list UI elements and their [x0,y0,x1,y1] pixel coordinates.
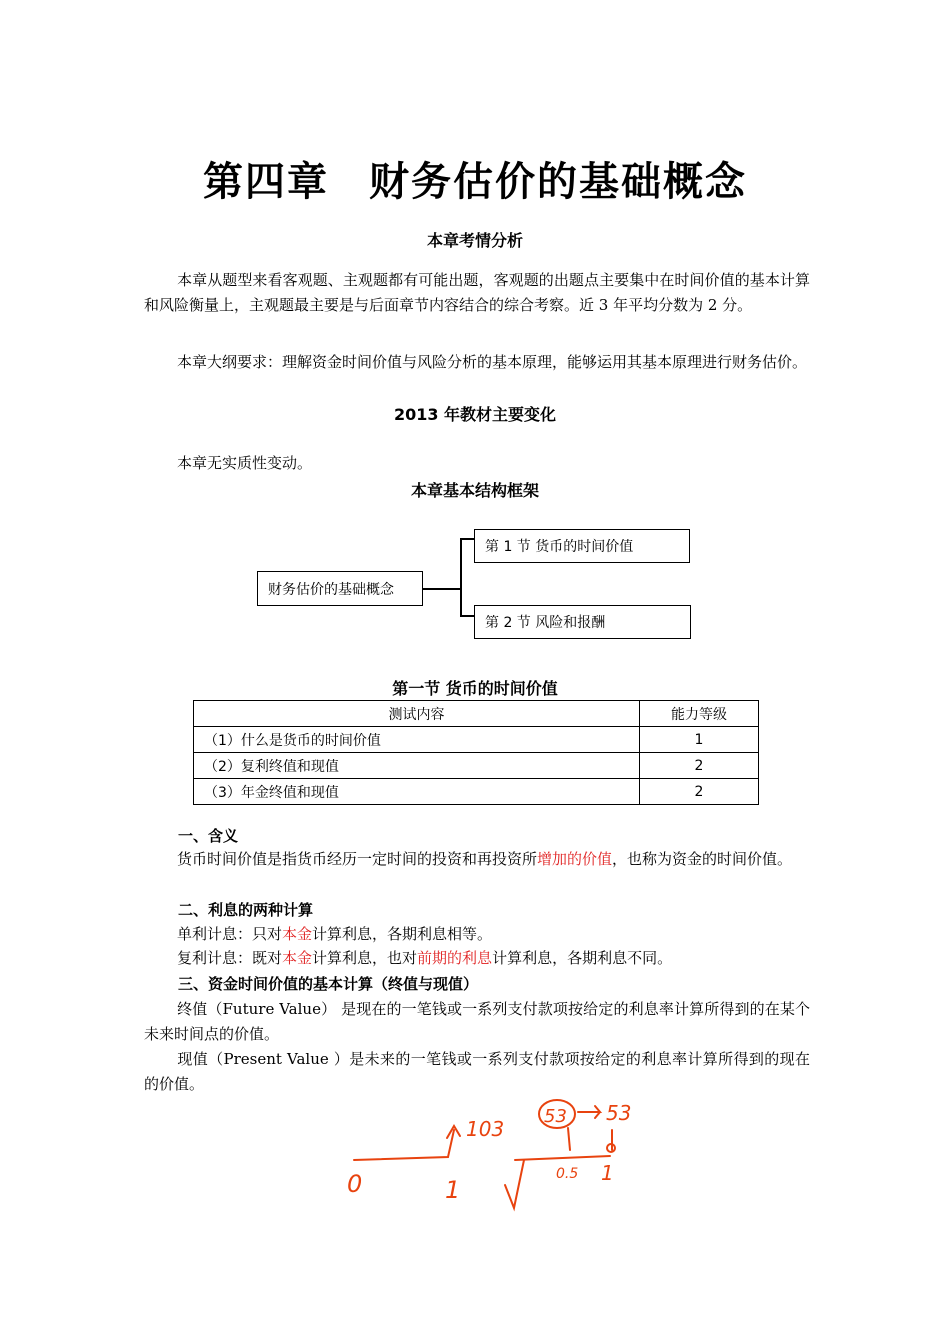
handwritten-label: 53 [544,1106,567,1127]
highlight-text: 本金 [282,949,313,967]
highlight-text: 前期的利息 [417,949,493,967]
table-cell: （2）复利终值和现值 [194,753,640,779]
structure-branch-box: 第 1 节 货币的时间价值 [474,529,690,563]
subsection-heading: 二、利息的两种计算 [178,901,314,919]
meaning-paragraph: 货币时间价值是指货币经历一定时间的投资和再投资所增加的价值，也称为资金的时间价值。 [177,850,793,868]
highlight-text: 本金 [282,925,313,943]
tick-stroke [568,1128,570,1150]
highlight-text: 增加的价值 [537,850,613,868]
present-value-paragraph: 现值（Present Value ）是未来的一笔钱或一系列支付款项按给定的利息率计算所得到的现在的价值。 [144,1050,810,1093]
table-cell: 2 [640,753,759,779]
check-mark-stroke [505,1160,524,1208]
compound-interest-line: 复利计息：既对本金计算利息，也对前期的利息计算利息，各期利息不同。 [177,949,673,967]
exam-analysis-heading: 本章考情分析 [426,231,523,250]
arrow-stroke [578,1106,600,1118]
future-value-paragraph: 终值（Future Value） 是现在的一笔钱或一系列支付款项按给定的利息率计算所得到的在某个未来时间点的价值。 [144,1000,810,1043]
handwritten-label: 1 [445,1176,461,1204]
structure-branch-box: 第 2 节 风险和报酬 [474,605,691,639]
table-header-cell: 能力等级 [640,701,759,727]
simple-interest-line: 单利计息：只对本金计算利息，各期利息相等。 [177,925,493,943]
table-cell: 2 [640,779,759,805]
handwritten-label: 1 [601,1161,614,1185]
handwritten-label: 53 [606,1101,632,1125]
subsection-heading: 三、资金时间价值的基本计算（终值与现值） [178,975,479,993]
handwritten-label: 0.5 [556,1166,579,1182]
section-one-heading: 第一节 货币的时间价值 [392,679,558,698]
chapter-number: 第四章 [203,158,329,205]
table-cell: （3）年金终值和现值 [194,779,640,805]
subsection-heading: 一、含义 [178,827,239,845]
table-header-cell: 测试内容 [194,701,640,727]
timeline-stroke [515,1156,610,1160]
syllabus-paragraph: 本章大纲要求：理解资金时间价值与风险分析的基本原理，能够运用其基本原理进行财务估价。 [177,353,808,371]
changes-paragraph: 本章无实质性变动。 [177,454,313,472]
structure-root-box: 财务估价的基础概念 [257,571,423,606]
chapter-name: 财务估价的基础概念 [369,158,747,205]
handwritten-label: 0 [347,1170,363,1198]
timeline-stroke [354,1130,454,1160]
table-cell: （1）什么是货币的时间价值 [194,727,640,753]
changes-heading: 2013 年教材主要变化 [393,405,557,424]
table-cell: 1 [640,727,759,753]
exam-analysis-paragraph: 本章从题型来看客观题、主观题都有可能出题，客观题的出题点主要集中在时间价值的基本计算和风险衡量上，主观题最主要是与后面章节内容结合的综合考察。近 3 年平均分数为 2 分。 [144,271,810,314]
handwritten-label: 103 [466,1117,505,1141]
structure-heading: 本章基本结构框架 [410,481,539,500]
